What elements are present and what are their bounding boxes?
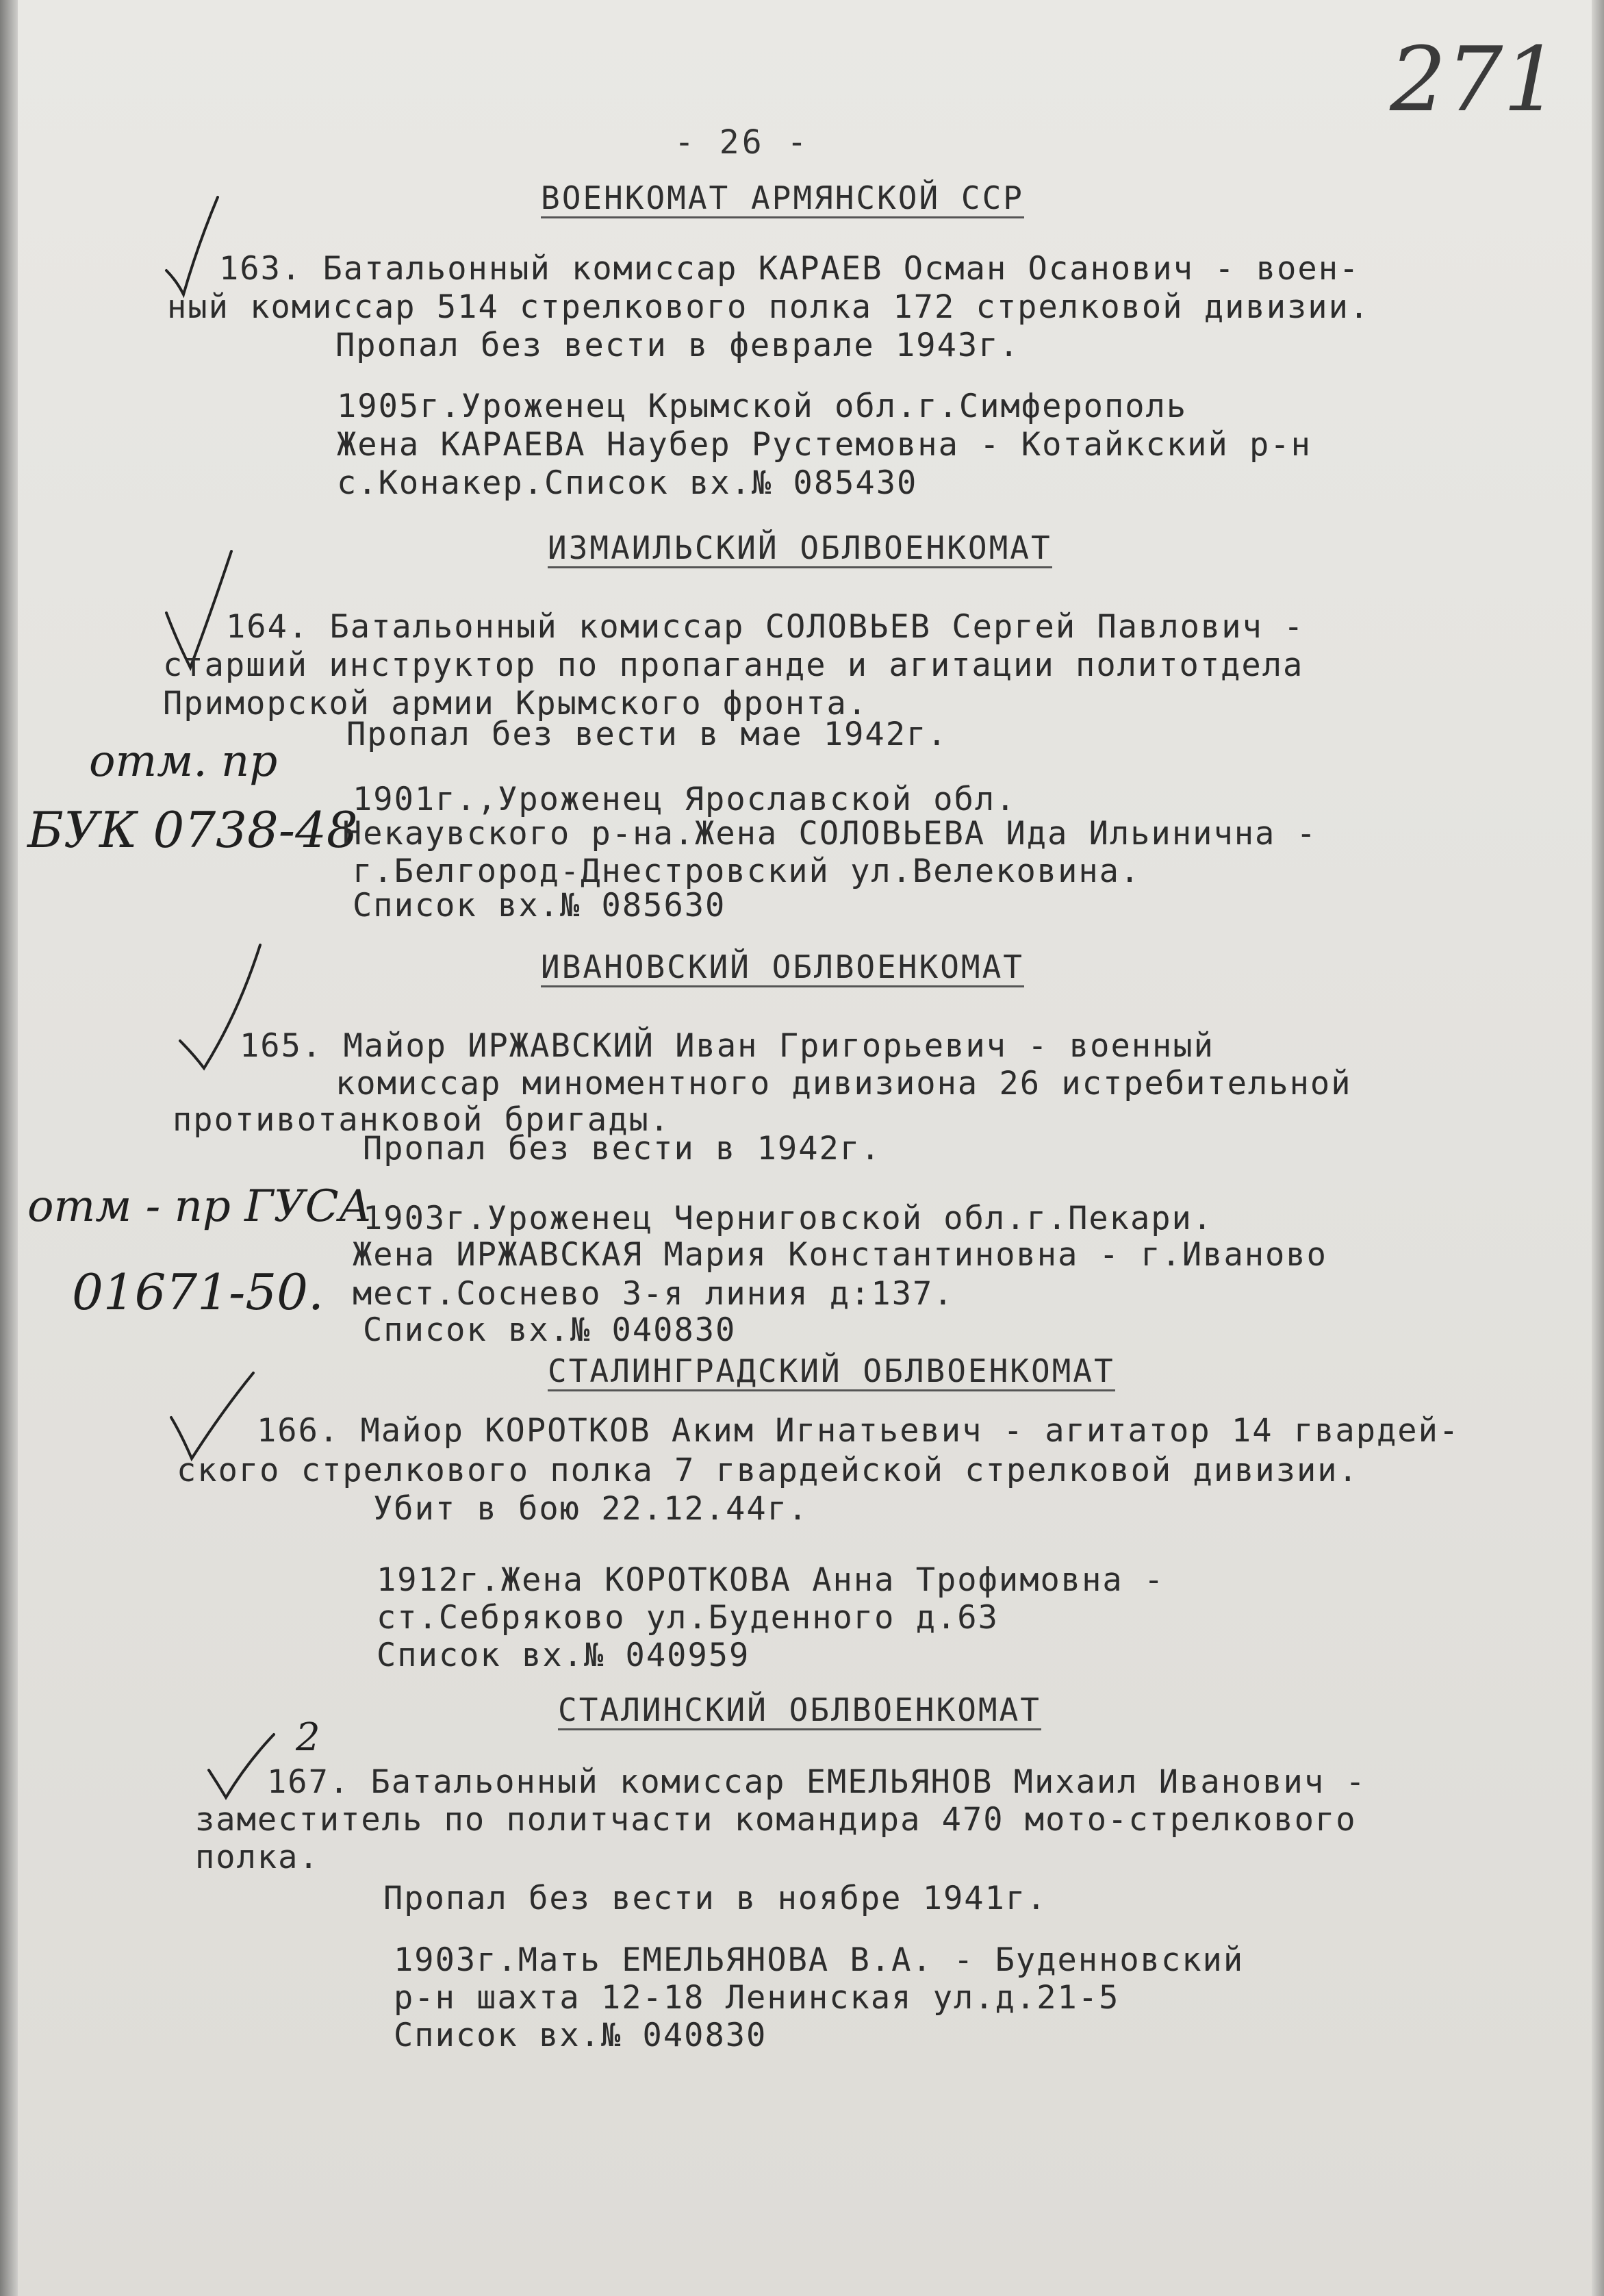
entry-166-detail-2: ст.Себряково ул.Буденного д.63 (377, 1599, 999, 1637)
entry-165-line-3: противотанковой бригады. (173, 1101, 671, 1139)
archive-sheet-number: 271 (1390, 27, 1560, 131)
section-heading: СТАЛИНГРАДСКИЙ ОБЛВОЕНКОМАТ (548, 1352, 1115, 1391)
handwritten-note: отм - пр ГУСА (27, 1181, 372, 1232)
entry-163-line-3: Пропал без вести в феврале 1943г. (335, 327, 1020, 364)
entry-164-line-1: 164. Батальонный комиссар СОЛОВЬЕВ Сергей Павлович - (226, 608, 1305, 646)
handwritten-note: отм. пр (89, 736, 278, 787)
entry-167-line-3: полка. (195, 1839, 320, 1876)
entry-163-line-1: 163. Батальонный комиссар КАРАЕВ Осман Осанович - воен- (219, 250, 1360, 288)
entry-167-detail-1: 1903г.Мать ЕМЕЛЬЯНОВА В.А. - Буденновский (394, 1941, 1245, 1979)
section-heading: ИЗМАИЛЬСКИЙ ОБЛВОЕНКОМАТ (548, 529, 1052, 568)
entry-164-detail-2: Некаувского р-на.Жена СОЛОВЬЕВА Ида Ильинична - (342, 815, 1317, 853)
entry-165-line-1: 165. Майор ИРЖАВСКИЙ Иван Григорьевич - военный (240, 1027, 1214, 1065)
entry-164-line-2: старший инструктор по пропаганде и агитации политотдела (163, 646, 1304, 684)
entry-164-line-4: Пропал без вести в мае 1942г. (346, 716, 948, 753)
entry-167-line-4: Пропал без вести в ноябре 1941г. (383, 1880, 1047, 1917)
entry-166-detail-3: Список вх.№ 040959 (377, 1637, 750, 1674)
handwritten-note: 01671-50. (72, 1263, 324, 1321)
entry-167-detail-3: Список вх.№ 040830 (394, 2017, 767, 2054)
section-heading: ИВАНОВСКИЙ ОБЛВОЕНКОМАТ (541, 948, 1024, 987)
entry-164-detail-4: Список вх.№ 085630 (353, 887, 726, 924)
entry-163-detail-1: 1905г.Уроженец Крымской обл.г.Симферополь (337, 388, 1188, 425)
section-heading: СТАЛИНСКИЙ ОБЛВОЕНКОМАТ (558, 1691, 1041, 1730)
entry-167-line-2: заместитель по политчасти командира 470 мото-стрелкового (195, 1801, 1357, 1839)
entry-164-line-3: Приморской армии Крымского фронта. (163, 685, 869, 722)
entry-165-detail-1: 1903г.Уроженец Черниговской обл.г.Пекари. (363, 1200, 1214, 1237)
entry-167-line-1: 167. Батальонный комиссар ЕМЕЛЬЯНОВ Михаил Иванович - (267, 1763, 1366, 1801)
handwritten-mark: 2 (296, 1715, 320, 1760)
handwritten-note: БУК 0738-48 (27, 801, 358, 859)
entry-166-line-1: 166. Майор КОРОТКОВ Аким Игнатьевич - агитатор 14 гвардей- (257, 1412, 1460, 1450)
entry-163-detail-3: с.Конакер.Список вх.№ 085430 (337, 464, 918, 502)
entry-166-line-3: Убит в бою 22.12.44г. (373, 1490, 809, 1528)
entry-165-detail-2: Жена ИРЖАВСКАЯ Мария Константиновна - г.Иваново (353, 1236, 1327, 1274)
entry-165-line-4: Пропал без вести в 1942г. (363, 1130, 882, 1168)
page-number: - 26 - (674, 123, 810, 162)
entry-165-line-2: комиссар миноментного дивизиона 26 истребительной (335, 1065, 1352, 1102)
entry-163-line-2: ный комиссар 514 стрелкового полка 172 стрелковой дивизии. (167, 288, 1371, 326)
entry-165-detail-4: Список вх.№ 040830 (363, 1311, 737, 1349)
entry-164-detail-3: г.Белгород-Днестровский ул.Велековина. (353, 853, 1141, 890)
entry-166-detail-1: 1912г.Жена КОРОТКОВА Анна Трофимовна - (377, 1561, 1165, 1599)
entry-167-detail-2: р-н шахта 12-18 Ленинская ул.д.21-5 (394, 1979, 1120, 2017)
entry-165-detail-3: мест.Соснево 3-я линия д:137. (353, 1275, 954, 1313)
entry-164-detail-1: 1901г.,Уроженец Ярославской обл. (353, 781, 1017, 818)
entry-166-line-2: ского стрелкового полка 7 гвардейской стрелковой дивизии. (177, 1452, 1359, 1489)
entry-163-detail-2: Жена КАРАЕВА Наубер Рустемовна - Котайкский р-н (337, 426, 1312, 464)
checkmark-icon (163, 192, 225, 301)
section-heading: ВОЕНКОМАТ АРМЯНСКОЙ ССР (541, 179, 1024, 218)
